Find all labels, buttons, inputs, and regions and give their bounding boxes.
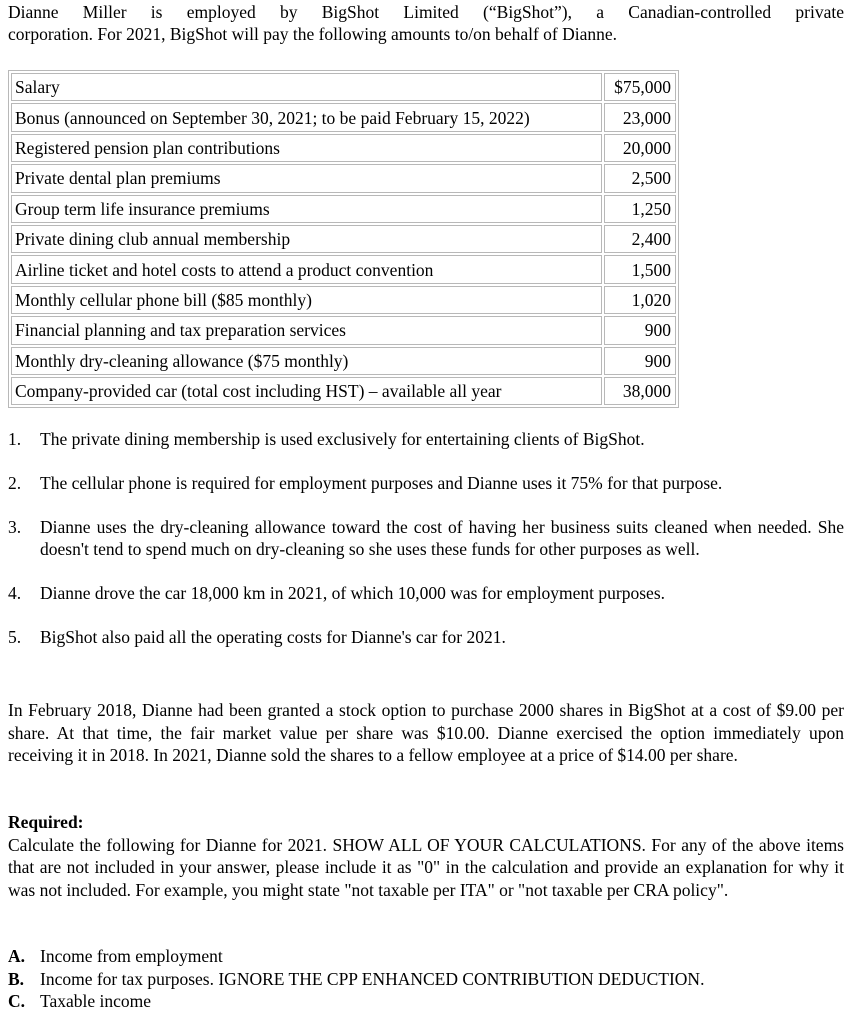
table-row <box>11 255 676 283</box>
part-text: Income from employment <box>40 946 223 966</box>
part-text: Income for tax purposes. IGNORE THE CPP ENHANCED CONTRIBUTION DEDUCTION. <box>40 968 705 989</box>
list-item <box>8 516 844 560</box>
row-label: Monthly dry-cleaning allowance ($75 monthly) <box>11 347 602 375</box>
part-letter: C. <box>8 991 26 1011</box>
row-label: Salary <box>11 73 602 101</box>
table-row <box>11 195 676 223</box>
list-item <box>8 582 844 604</box>
note-number: 5. <box>8 627 22 647</box>
note-text: BigShot also paid all the operating costs for Dianne's car for 2021. <box>40 627 506 647</box>
row-value: 20,000 <box>604 134 676 162</box>
stock-option-paragraph: In February 2018, Dianne had been granted a stock option to purchase 2000 shares in BigShot at a cost of $9.00 per share. At that time, the fair market value per share was $10.00. Dianne exercised the option immediately upon receiving it in 2018. In 2021, Dianne sold the shares to a fellow employee at a price of $14.00 per share. <box>8 700 844 765</box>
row-value: 900 <box>604 347 676 375</box>
table-row <box>11 286 676 314</box>
table-row <box>11 377 676 405</box>
row-label: Monthly cellular phone bill ($85 monthly) <box>11 286 602 314</box>
note-text: The cellular phone is required for employment purposes and Dianne uses it 75% for that purpose. <box>40 473 723 493</box>
list-item <box>8 428 844 450</box>
note-text: Dianne uses the dry-cleaning allowance toward the cost of having her business suits cleaned when needed. She doesn't tend to spend much on dry-cleaning so she uses these funds for other purposes as well. <box>40 517 844 559</box>
note-text: Dianne drove the car 18,000 km in 2021, of which 10,000 was for employment purposes. <box>40 583 666 603</box>
note-number: 2. <box>8 473 22 493</box>
intro-line-1: Dianne Miller is employed by BigShot Limited (“BigShot”), a Canadian-controlled private <box>8 2 844 22</box>
note-number: 4. <box>8 583 22 603</box>
required-parts-list <box>8 945 704 1013</box>
row-value: $75,000 <box>604 73 676 101</box>
required-section <box>8 811 844 901</box>
row-label: Company-provided car (total cost including HST) – available all year <box>11 377 602 405</box>
row-label: Registered pension plan contributions <box>11 134 602 162</box>
row-value: 1,500 <box>604 255 676 283</box>
notes-list <box>8 428 844 648</box>
row-label: Financial planning and tax preparation services <box>11 316 602 344</box>
list-item <box>8 968 704 991</box>
note-number: 1. <box>8 429 22 449</box>
row-value: 900 <box>604 316 676 344</box>
list-item <box>8 990 704 1013</box>
part-letter: A. <box>8 946 26 966</box>
row-value: 23,000 <box>604 103 676 131</box>
row-value: 2,400 <box>604 225 676 253</box>
table-row <box>11 73 676 101</box>
intro-line-2: corporation. For 2021, BigShot will pay the following amounts to/on behalf of Dianne. <box>8 24 618 44</box>
list-item <box>8 945 704 968</box>
list-item <box>8 472 844 494</box>
part-text: Taxable income <box>40 991 152 1011</box>
required-heading: Required: <box>8 812 84 832</box>
row-value: 38,000 <box>604 377 676 405</box>
row-label: Group term life insurance premiums <box>11 195 602 223</box>
note-number: 3. <box>8 517 22 537</box>
row-value: 2,500 <box>604 164 676 192</box>
row-label: Private dental plan premiums <box>11 164 602 192</box>
row-label: Bonus (announced on September 30, 2021; to be paid February 15, 2022) <box>11 103 602 131</box>
row-label: Airline ticket and hotel costs to attend a product convention <box>11 255 602 283</box>
amounts-table <box>8 70 679 408</box>
table-row <box>11 164 676 192</box>
table-row <box>11 103 676 131</box>
required-text: Calculate the following for Dianne for 2021. SHOW ALL OF YOUR CALCULATIONS. For any of the above items that are not included in your answer, please include it as "0" in the calculation and provide an explanation for why it was not included. For example, you might state "not taxable per ITA" or "not taxable per CRA policy". <box>8 834 844 900</box>
table-row <box>11 134 676 162</box>
table-row <box>11 225 676 253</box>
note-text: The private dining membership is used exclusively for entertaining clients of BigShot. <box>40 429 645 449</box>
row-value: 1,250 <box>604 195 676 223</box>
table-row <box>11 316 676 344</box>
list-item <box>8 626 844 648</box>
part-letter: B. <box>8 968 25 989</box>
row-label: Private dining club annual membership <box>11 225 602 253</box>
row-value: 1,020 <box>604 286 676 314</box>
intro-paragraph <box>8 1 844 45</box>
table-row <box>11 347 676 375</box>
